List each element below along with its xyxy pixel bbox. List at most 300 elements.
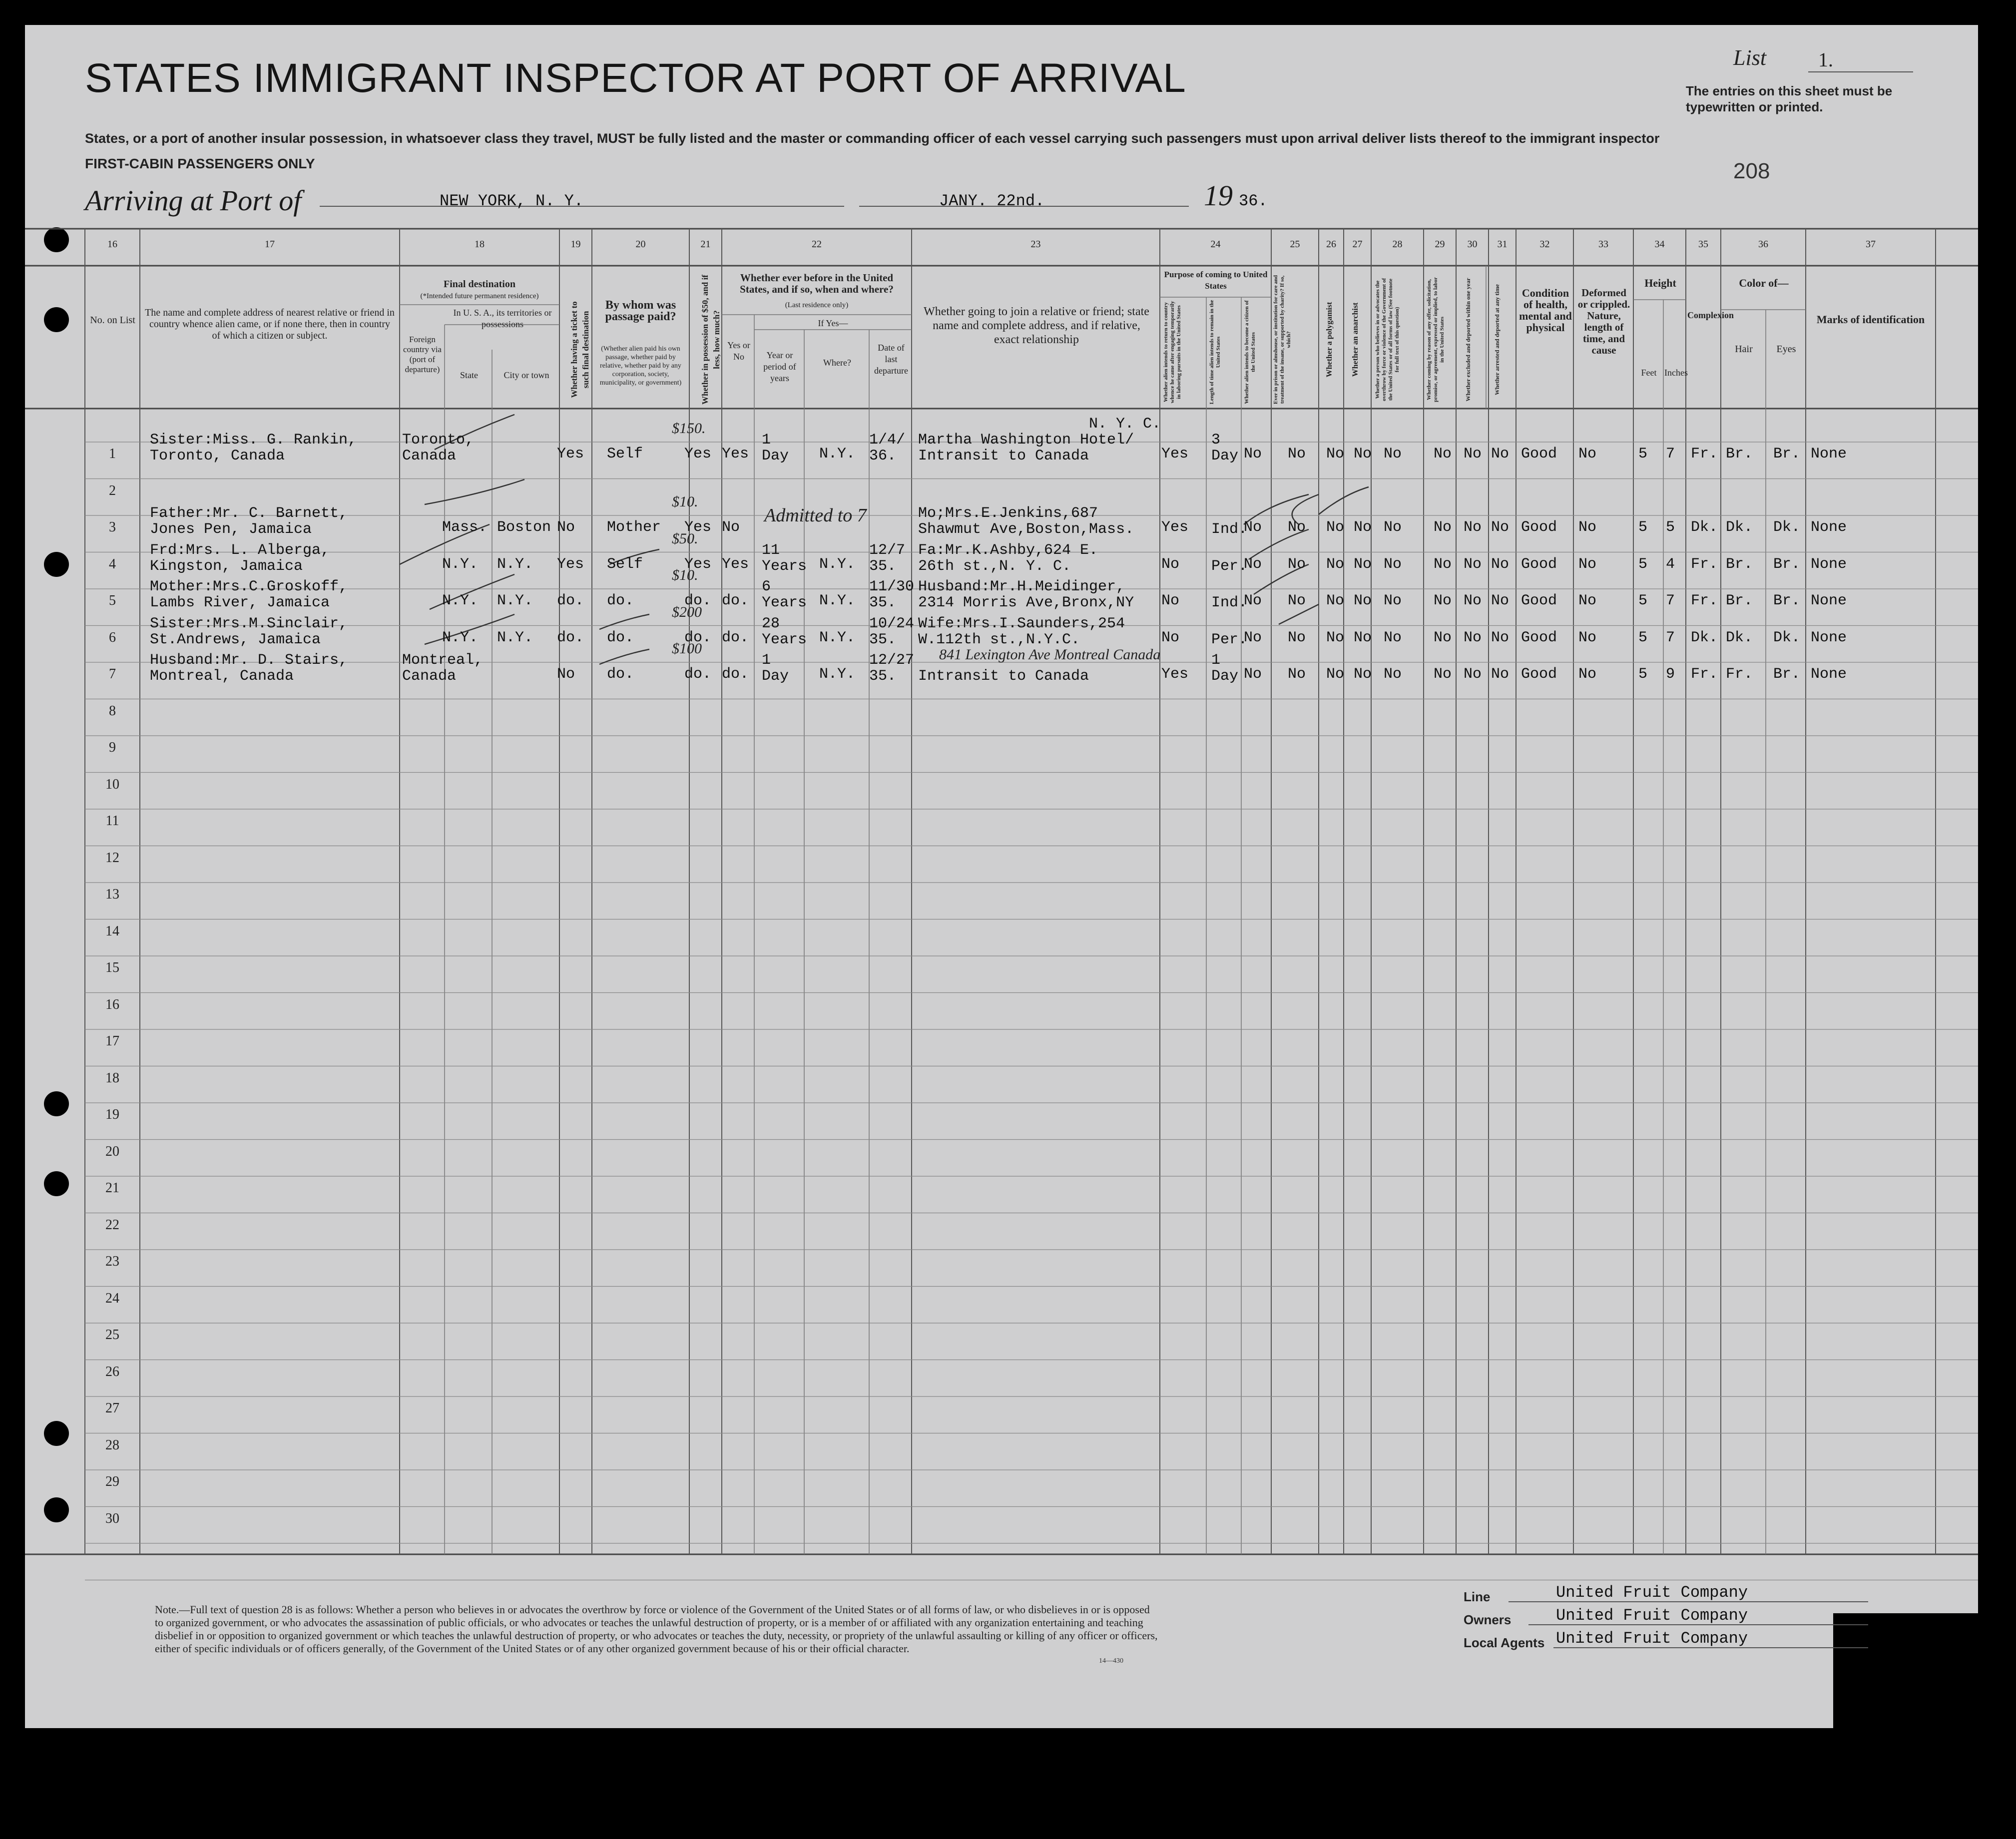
cell-return: No — [1161, 555, 1180, 573]
cell-join2: Intransit to Canada — [918, 668, 1089, 685]
cell-join1: Wife:Mrs.I.Saunders,254 — [918, 615, 1125, 632]
col36-eyes: Eyes — [1776, 344, 1796, 355]
cell-eyes: Dk. — [1773, 519, 1801, 536]
col31-header: Whether arrested and deported at any time — [1494, 284, 1501, 396]
line-label: Line — [1464, 1589, 1491, 1604]
cell-city: N.Y. — [497, 555, 533, 573]
col33-header: Deformed or crippled. Nature, length of time, and cause — [1577, 287, 1630, 356]
join-annotation: N. Y. C. — [1089, 416, 1161, 433]
cell-state: N.Y. — [442, 592, 479, 609]
col24-title: Purpose of coming to United States — [1164, 270, 1268, 291]
col19-header: Whether having a ticket to such final destination — [569, 301, 590, 398]
cell-before: do. — [722, 629, 749, 646]
cell-q30: No — [1464, 592, 1482, 609]
row-number: 27 — [105, 1400, 119, 1416]
row-number: 14 — [105, 923, 119, 939]
cell-date1: 12/7 — [869, 541, 906, 559]
col24-length: Length of time alien intends to remain in the United States — [1209, 300, 1221, 405]
column-number: 33 — [1598, 239, 1608, 250]
cell-q31: No — [1491, 555, 1510, 573]
cell-citizen: No — [1244, 519, 1262, 536]
cell-deformed: No — [1578, 592, 1597, 609]
col22-where: Where? — [823, 358, 851, 368]
cell-q28: No — [1384, 592, 1402, 609]
cell-feet: 5 — [1638, 666, 1648, 683]
col36-header: Color of— — [1739, 277, 1789, 289]
cell-polyg: No — [1326, 519, 1345, 536]
cell-rel1: Father:Mr. C. Barnett, — [150, 505, 348, 522]
cell-city: N.Y. — [497, 592, 533, 609]
cell-anarch: No — [1354, 629, 1372, 646]
sheet-number: 208 — [1733, 159, 1770, 183]
cell-inches: 7 — [1666, 629, 1675, 646]
cell-join2: Intransit to Canada — [918, 448, 1089, 464]
col35-header: Complexion — [1687, 310, 1734, 320]
column-number: 27 — [1352, 239, 1363, 250]
cell-length2: Ind. — [1211, 521, 1248, 538]
cell-join2: W.112th st.,N.Y.C. — [918, 631, 1080, 648]
row-number: 23 — [105, 1254, 119, 1269]
row-number: 10 — [105, 776, 119, 792]
cell-marks: None — [1811, 555, 1847, 573]
col18-sub: (*Intended future permanent residence) — [420, 292, 539, 300]
cell-return: Yes — [1161, 446, 1189, 462]
column-number: 26 — [1326, 239, 1336, 250]
cell-rel2: St.Andrews, Jamaica — [150, 631, 321, 648]
row-number: 4 — [109, 556, 116, 572]
col16-header: No. on List — [90, 315, 135, 326]
column-number: 19 — [570, 239, 581, 250]
agents-value: United Fruit Company — [1556, 1629, 1748, 1648]
col23-header: Whether going to join a relative or friend; state name and complete address, and if relative, exact relationship — [924, 305, 1149, 346]
cell-period1: 1 — [762, 432, 771, 449]
cell-inches: 5 — [1666, 519, 1675, 536]
cell-date2: 35. — [869, 668, 897, 685]
cell-hair: Br. — [1726, 555, 1753, 573]
cell-q29: No — [1434, 592, 1452, 609]
cell-polyg: No — [1326, 446, 1345, 462]
cell-q31: No — [1491, 592, 1510, 609]
money-handwritten: $50. — [672, 530, 698, 547]
cell-length2: Per. — [1211, 557, 1248, 575]
cell-q30: No — [1464, 446, 1482, 462]
col34-header: Height — [1644, 277, 1676, 289]
cell-prison: No — [1288, 592, 1306, 609]
typewritten-note: The entries on this sheet must be typewritten or printed. — [1686, 83, 1893, 114]
cell-before: do. — [722, 666, 749, 683]
cell-citizen: No — [1244, 592, 1262, 609]
column-number: 17 — [265, 239, 275, 250]
cell-q29: No — [1434, 555, 1452, 573]
row-number: 1 — [109, 446, 116, 461]
join-annotation: 841 Lexington Ave Montreal Canada — [939, 646, 1161, 663]
row-number: 30 — [105, 1510, 119, 1526]
cell-eyes: Br. — [1773, 446, 1801, 462]
row-number: 19 — [105, 1107, 119, 1122]
col22-yesno: Yes or No — [727, 340, 750, 362]
cell-feet: 5 — [1638, 555, 1648, 573]
cell-period2: Years — [762, 557, 807, 575]
cell-length1: 3 — [1211, 432, 1221, 449]
row-number: 26 — [105, 1364, 119, 1379]
cell-return: No — [1161, 629, 1180, 646]
cell-marks: None — [1811, 666, 1847, 683]
cell-rel1: Husband:Mr. D. Stairs, — [150, 652, 348, 669]
cell-rel1: Sister:Mrs.M.Sinclair, — [150, 615, 348, 632]
cell-length2: Ind. — [1211, 594, 1248, 611]
cell-q31: No — [1491, 519, 1510, 536]
cell-rel1: Sister:Miss. G. Rankin, — [150, 432, 357, 449]
cell-feet: 5 — [1638, 629, 1648, 646]
cell-where: N.Y. — [819, 592, 856, 609]
cell-return: No — [1161, 592, 1180, 609]
col18-title: Final destination — [444, 279, 515, 290]
cell-where: N.Y. — [819, 446, 856, 462]
cell-anarch: No — [1354, 446, 1372, 462]
row-number: 9 — [109, 740, 116, 755]
col34-inches: Inches — [1664, 368, 1688, 378]
row-number: 20 — [105, 1143, 119, 1159]
page-title: STATES IMMIGRANT INSPECTOR AT PORT OF ARRIVAL — [85, 55, 1186, 101]
cell-health: Good — [1521, 592, 1557, 609]
arriving-label: Arriving at Port of — [85, 184, 302, 217]
col24-return: Whether alien intends to return to country whence he came after engaging temporarily in laboring pursuits in the United States — [1163, 301, 1182, 404]
cell-foreign2: Canada — [402, 448, 457, 464]
cell-length2: Per. — [1211, 631, 1248, 648]
cell-q31: No — [1491, 446, 1510, 462]
cell-date1: 11/30 — [869, 578, 915, 595]
col18-city: City or town — [504, 370, 549, 380]
col18-usa: In U. S. A., its territories or possessions — [453, 308, 552, 329]
cell-feet: 5 — [1638, 446, 1648, 462]
money-handwritten: $200 — [672, 603, 702, 620]
cell-period2: Day — [762, 448, 789, 464]
column-number: 16 — [107, 239, 117, 250]
owners-label: Owners — [1464, 1612, 1512, 1627]
cell-deformed: No — [1578, 629, 1597, 646]
cell-money: do. — [684, 666, 712, 683]
cell-ticket: No — [557, 519, 575, 536]
cell-before: do. — [722, 592, 749, 609]
cell-deformed: No — [1578, 446, 1597, 462]
cell-date2: 35. — [869, 594, 897, 611]
cell-polyg: No — [1326, 592, 1345, 609]
row-number: 13 — [105, 887, 119, 902]
cell-eyes: Br. — [1773, 592, 1801, 609]
col30-header: Whether excluded and deported within one year — [1465, 278, 1472, 402]
cell-date2: 35. — [869, 557, 897, 575]
cell-foreign1: Toronto, — [402, 432, 475, 449]
cell-join1: Husband:Mr.H.Meidinger, — [918, 578, 1125, 595]
row-number: 16 — [105, 996, 119, 1012]
column-number: 28 — [1392, 239, 1403, 250]
col22-title: Whether ever before in the United States, and if so, when and where? — [740, 272, 894, 295]
cell-rel2: Kingston, Jamaica — [150, 557, 303, 575]
year-suffix: 36. — [1239, 192, 1268, 210]
cell-q29: No — [1434, 446, 1452, 462]
row-number: 6 — [109, 629, 116, 645]
cell-q31: No — [1491, 666, 1510, 683]
row-number: 22 — [105, 1217, 119, 1233]
cell-eyes: Dk. — [1773, 629, 1801, 646]
cell-q30: No — [1464, 555, 1482, 573]
cell-period2: Day — [762, 668, 789, 685]
cell-where: N.Y. — [819, 666, 856, 683]
cell-prison: No — [1288, 519, 1306, 536]
row-number: 29 — [105, 1474, 119, 1489]
cell-ticket: No — [557, 666, 575, 683]
column-number: 29 — [1435, 239, 1445, 250]
money-handwritten: $100 — [672, 640, 702, 657]
row-number: 3 — [109, 519, 116, 535]
cell-q28: No — [1384, 666, 1402, 683]
cell-inches: 9 — [1666, 666, 1675, 683]
col22-ifyes: If Yes— — [818, 318, 848, 328]
cell-paid: Self — [607, 446, 643, 462]
cell-health: Good — [1521, 555, 1557, 573]
cell-q28: No — [1384, 629, 1402, 646]
row-number: 21 — [105, 1180, 119, 1196]
instruction-text: States, or a port of another insular possession, in whatsoever class they travel, MUST be fully listed and the master or commanding officer of each vessel carrying such passengers must upon arrival deliver lists thereof to the immigrant inspector — [85, 131, 1660, 146]
cell-ticket: do. — [557, 592, 584, 609]
cell-prison: No — [1288, 446, 1306, 462]
column-number: 25 — [1290, 239, 1300, 250]
row-number: 12 — [105, 850, 119, 866]
column-number: 18 — [475, 239, 485, 250]
cell-join1: Mo;Mrs.E.Jenkins,687 — [918, 505, 1098, 522]
cell-inches: 7 — [1666, 592, 1675, 609]
cell-complexion: Dk. — [1691, 629, 1718, 646]
cell-prison: No — [1288, 666, 1306, 683]
cell-period1: 28 — [762, 615, 780, 632]
col25-header: Ever in prison or almshouse, or institution for care and treatment of the insane, or supported by charity? If so, which? — [1273, 275, 1292, 405]
cell-q29: No — [1434, 519, 1452, 536]
cell-rel2: Jones Pen, Jamaica — [150, 521, 312, 538]
money-handwritten: $10. — [672, 567, 698, 583]
cell-date1: 10/24 — [869, 615, 915, 632]
col22-sub: (Last residence only) — [785, 301, 849, 309]
col36-hair: Hair — [1735, 344, 1753, 355]
cell-polyg: No — [1326, 629, 1345, 646]
cell-health: Good — [1521, 519, 1557, 536]
cell-complexion: Fr. — [1691, 555, 1718, 573]
col20-header: By whom was passage paid? — [605, 299, 676, 323]
cell-date1: 1/4/ — [869, 432, 906, 449]
column-number: 37 — [1866, 239, 1876, 250]
cell-state: Mass. — [442, 519, 488, 536]
agents-label: Local Agents — [1464, 1635, 1545, 1650]
cell-city: N.Y. — [497, 629, 533, 646]
cell-rel2: Lambs River, Jamaica — [150, 594, 330, 611]
cell-citizen: No — [1244, 629, 1262, 646]
cell-q28: No — [1384, 519, 1402, 536]
cell-date2: 35. — [869, 631, 897, 648]
cell-foreign1: Montreal, — [402, 652, 484, 669]
cell-q29: No — [1434, 629, 1452, 646]
cell-foreign2: Canada — [402, 668, 457, 685]
cell-ticket: Yes — [557, 555, 584, 573]
col22-period: Year or period of years — [763, 350, 796, 383]
cell-health: Good — [1521, 629, 1557, 646]
money-handwritten: $10. — [672, 493, 698, 510]
cell-eyes: Br. — [1773, 666, 1801, 683]
cell-prison: No — [1288, 555, 1306, 573]
cell-inches: 4 — [1666, 555, 1675, 573]
col24-citizen: Whether alien intends to become a citizen of the United States — [1244, 300, 1256, 404]
cell-join2: 2314 Morris Ave,Bronx,NY — [918, 594, 1134, 611]
cell-paid: do. — [607, 629, 634, 646]
column-number: 20 — [635, 239, 646, 250]
cell-period1: 11 — [762, 541, 780, 559]
cell-money: Yes — [684, 519, 712, 536]
row-number: 11 — [105, 813, 119, 829]
cell-where: N.Y. — [819, 629, 856, 646]
cell-money: do. — [684, 592, 712, 609]
cabin-class: FIRST-CABIN PASSENGERS ONLY — [85, 156, 315, 171]
cell-join1: Martha Washington Hotel/ — [918, 432, 1134, 449]
col28-header: Whether a person who believes in or advocates the overthrow by force or violence of the Government of the United States or of all forms of law (See footnote for full text of this question) — [1375, 278, 1400, 402]
cell-citizen: No — [1244, 555, 1262, 573]
cell-anarch: No — [1354, 555, 1372, 573]
year-prefix: 19 — [1204, 179, 1233, 212]
cell-rel1: Mother:Mrs.C.Groskoff, — [150, 578, 348, 595]
cell-polyg: No — [1326, 666, 1345, 683]
cell-anarch: No — [1354, 666, 1372, 683]
cell-date2: 36. — [869, 448, 897, 464]
column-number: 34 — [1654, 239, 1665, 250]
cell-q31: No — [1491, 629, 1510, 646]
admitted-annotation: Admitted to 7 — [764, 505, 867, 526]
cell-ticket: do. — [557, 629, 584, 646]
col34-feet: Feet — [1641, 368, 1657, 378]
col17-header: The name and complete address of nearest relative or friend in country whence alien came, or if none there, then in country of which a citizen or subject. — [145, 307, 395, 341]
cell-anarch: No — [1354, 519, 1372, 536]
cell-feet: 5 — [1638, 519, 1648, 536]
cell-paid: Mother — [607, 519, 661, 536]
column-number: 24 — [1210, 239, 1221, 250]
row-number: 8 — [109, 703, 116, 719]
cell-deformed: No — [1578, 519, 1597, 536]
cell-q30: No — [1464, 519, 1482, 536]
cell-before: No — [722, 519, 740, 536]
cell-complexion: Dk. — [1691, 519, 1718, 536]
cell-paid: do. — [607, 592, 634, 609]
cell-period1: 6 — [762, 578, 771, 595]
owners-value: United Fruit Company — [1556, 1606, 1748, 1625]
col22-date: Date of last departure — [874, 343, 908, 376]
row-number: 25 — [105, 1327, 119, 1343]
column-number: 32 — [1539, 239, 1550, 250]
column-number: 21 — [700, 239, 711, 250]
cell-marks: None — [1811, 519, 1847, 536]
column-number: 31 — [1497, 239, 1508, 250]
row-number: 17 — [105, 1033, 119, 1049]
cell-q28: No — [1384, 555, 1402, 573]
cell-complexion: Fr. — [1691, 666, 1718, 683]
cell-hair: Dk. — [1726, 519, 1753, 536]
cell-q30: No — [1464, 666, 1482, 683]
cell-hair: Br. — [1726, 446, 1753, 462]
cell-marks: None — [1811, 629, 1847, 646]
cell-join2: Shawmut Ave,Boston,Mass. — [918, 521, 1134, 538]
cell-eyes: Br. — [1773, 555, 1801, 573]
cell-join1: Fa:Mr.K.Ashby,624 E. — [918, 541, 1098, 559]
row-number: 24 — [105, 1290, 119, 1306]
row-number: 28 — [105, 1437, 119, 1453]
cell-state: N.Y. — [442, 555, 479, 573]
cell-city: Boston — [497, 519, 551, 536]
cell-citizen: No — [1244, 446, 1262, 462]
cell-state: N.Y. — [442, 629, 479, 646]
cell-date1: 12/27 — [869, 652, 915, 669]
col27-header: Whether an anarchist — [1351, 302, 1360, 377]
cell-q28: No — [1384, 446, 1402, 462]
cell-health: Good — [1521, 666, 1557, 683]
cell-citizen: No — [1244, 666, 1262, 683]
column-number: 22 — [812, 239, 822, 250]
cell-marks: None — [1811, 592, 1847, 609]
cell-inches: 7 — [1666, 446, 1675, 462]
cell-hair: Br. — [1726, 592, 1753, 609]
cell-period1: 1 — [762, 652, 771, 669]
column-number: 30 — [1467, 239, 1478, 250]
cell-prison: No — [1288, 629, 1306, 646]
cell-hair: Dk. — [1726, 629, 1753, 646]
question-28-note: Note.—Full text of question 28 is as follows: Whether a person who believes in or advocates the overthrow by force or violence of the Government of the United States or of all forms of law, or who disbelieves in or is opposed to organized government, or who advocates the assassination of public officials, or who advocates or teaches the unlawful destruction of property, or is a member of or affiliated with any organization entertaining and teaching disbelief in or opposition to organized government or which teaches the unlawful destruction of property, or who advocates or teaches the duty, necessity, or propriety of the unlawful assaulting or killing of any officer or officers, either of specific individuals or of officers generally, of the Government of the United States or of any other organized government because of his or their official character. — [155, 1603, 1158, 1655]
cell-money: Yes — [684, 446, 712, 462]
port-value: NEW YORK, N. Y. — [440, 192, 584, 210]
form-code: 14—430 — [1099, 1657, 1123, 1665]
cell-rel1: Frd:Mrs. L. Alberga, — [150, 541, 330, 559]
cell-health: Good — [1521, 446, 1557, 462]
cell-paid: Self — [607, 555, 643, 573]
cell-return: Yes — [1161, 666, 1189, 683]
col29-header: Whether coming by reason of any offer, solicitation, promise, or agreement, expressed or implied, to labor in the United States — [1426, 277, 1445, 403]
cell-before: Yes — [722, 555, 749, 573]
cell-before: Yes — [722, 446, 749, 462]
column-number: 36 — [1758, 239, 1768, 250]
line-value: United Fruit Company — [1556, 1583, 1748, 1602]
cell-hair: Fr. — [1726, 666, 1753, 683]
cell-period2: Years — [762, 594, 807, 611]
cell-marks: None — [1811, 446, 1847, 462]
cell-complexion: Fr. — [1691, 592, 1718, 609]
cell-length2: Day — [1211, 668, 1239, 685]
cell-polyg: No — [1326, 555, 1345, 573]
col18-state: State — [460, 370, 478, 380]
cell-money: do. — [684, 629, 712, 646]
cell-anarch: No — [1354, 592, 1372, 609]
cell-ticket: Yes — [557, 446, 584, 462]
col20-sub: (Whether alien paid his own passage, whether paid by relative, whether paid by any corporation, society, municipality, or government) — [599, 345, 682, 387]
col18-foreign: Foreign country via (port of departure) — [403, 335, 442, 374]
col32-header: Condition of health, mental and physical — [1519, 287, 1572, 334]
date-value: JANY. 22nd. — [939, 192, 1045, 210]
cell-where: N.Y. — [819, 555, 856, 573]
col21-header: Whether in possession of $50, and if less, how much? — [700, 275, 721, 405]
row-number: 2 — [109, 482, 116, 498]
cell-money: Yes — [684, 555, 712, 573]
cell-rel2: Montreal, Canada — [150, 668, 294, 685]
money-handwritten: $150. — [672, 420, 706, 437]
col37-header: Marks of identification — [1816, 313, 1925, 326]
cell-period2: Years — [762, 631, 807, 648]
row-number: 15 — [105, 960, 119, 975]
cell-join2: 26th st.,N. Y. C. — [918, 557, 1071, 575]
cell-q29: No — [1434, 666, 1452, 683]
row-number: 5 — [109, 593, 116, 608]
cell-q30: No — [1464, 629, 1482, 646]
